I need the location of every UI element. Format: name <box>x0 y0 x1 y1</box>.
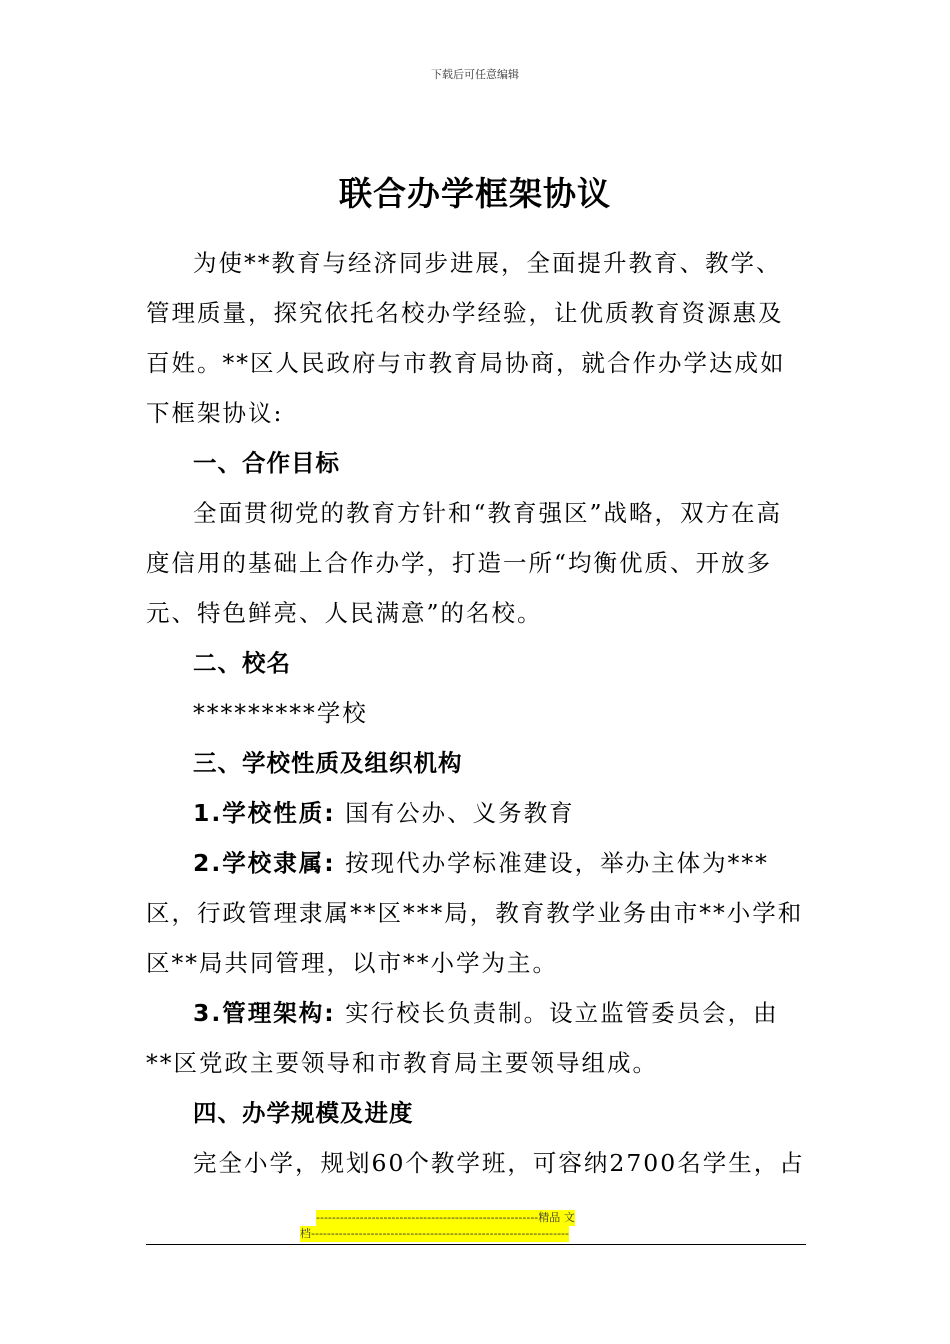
section4-heading: 四、办学规模及进度 <box>193 1099 414 1127</box>
header-note: 下载后可任意编辑 <box>431 68 519 81</box>
item3-label: 3.管理架构: <box>193 999 336 1027</box>
footer-watermark <box>300 1210 650 1242</box>
section2-paragraph: *********学校 <box>193 699 368 727</box>
section1-paragraph: 全面贯彻党的教育方针和“教育强区”战略，双方在高度信用的基础上合作办学，打造一所“均衡优质、开放多元、特色鲜亮、人民满意”的名校。 <box>146 499 783 627</box>
document-body <box>146 238 806 1188</box>
section1-heading: 一、合作目标 <box>193 449 340 477</box>
intro-paragraph: 为使**教育与经济同步进展，全面提升教育、教学、管理质量，探究依托名校办学经验，让优质教育资源惠及百姓。**区人民政府与市教育局协商，就合作办学达成如下框架协议: <box>146 249 786 427</box>
footer-line-2: 档----------------------------------------------------------------- <box>300 1227 570 1240</box>
section4-paragraph: 完全小学，规划60个教学班，可容纳2700名学生，占 <box>193 1149 805 1177</box>
section3-heading: 三、学校性质及组织机构 <box>193 749 463 777</box>
item1-text: 国有公办、义务教育 <box>335 799 575 827</box>
section3-item2 <box>146 838 806 988</box>
item1-label: 1.学校性质: <box>193 799 336 827</box>
footer-line-1: --------------------------------------------------------精品 文 <box>316 1211 575 1224</box>
item2-label: 2.学校隶属: <box>193 849 336 877</box>
document-title: 联合办学框架协议 <box>339 174 611 213</box>
section3-item3 <box>146 988 806 1088</box>
item3-text: 实行校长负责制。设立监管委员会，由**区党政主要领导和市教育局主要领导组成。 <box>146 999 779 1077</box>
section3-item1 <box>146 788 806 838</box>
footer-divider <box>146 1244 806 1245</box>
section2-heading: 二、校名 <box>193 649 291 677</box>
item2-text: 按现代办学标准建设，举办主体为***区，行政管理隶属**区***局，教育教学业务由市**小学和区**局共同管理，以市**小学为主。 <box>146 849 804 977</box>
